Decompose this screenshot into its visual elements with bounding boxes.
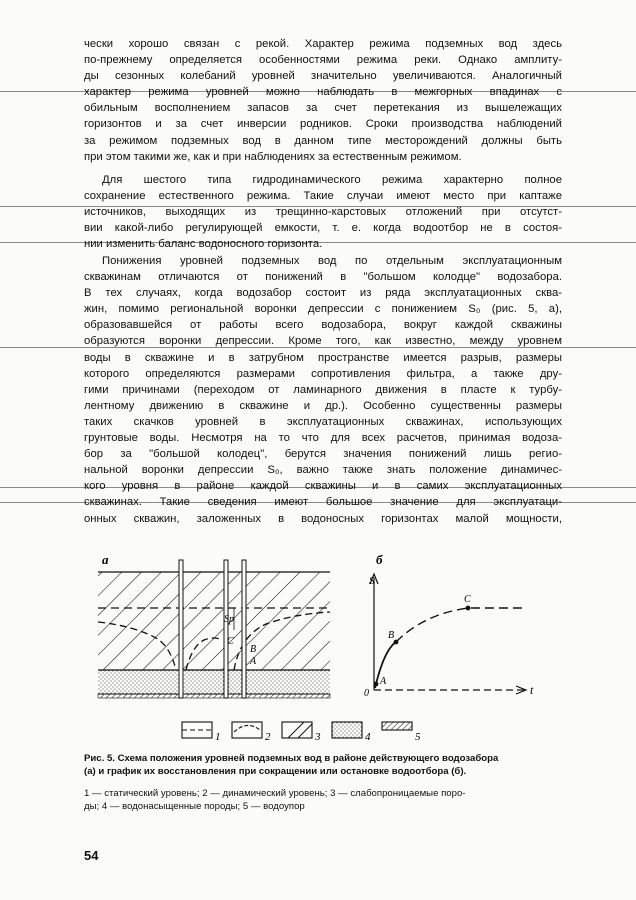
figure-5 xyxy=(84,550,562,745)
text-line: Для шестого типа гидродинамического режима характерно полное xyxy=(102,174,562,186)
aquifer-layer xyxy=(98,670,330,694)
text-line: по-прежнему определяется особенностями режима реки. Однако амплиту- xyxy=(84,54,562,67)
panel-b-label: б xyxy=(376,552,383,567)
text-line: сохранение естественного режима. Такие случаи имеют место при каптаже xyxy=(84,190,562,203)
svg-text:2: 2 xyxy=(265,731,271,743)
text-line: за режимом подземных вод в данном типе месторождений должны быть xyxy=(84,134,562,147)
text-line: Понижения уровней подземных вод по отдельным эксплуатационным xyxy=(102,255,562,267)
page-number: 54 xyxy=(84,848,99,863)
text-line: жин, помимо региональной воронки депрессии с понижением S₀ (рис. 5, а), xyxy=(84,303,562,316)
b-label: B xyxy=(250,644,257,655)
legend-item-weak-rock xyxy=(282,722,321,743)
point-c-label: C xyxy=(464,594,471,605)
point-c-marker xyxy=(466,606,471,611)
panel-a-label: а xyxy=(102,552,109,567)
figure-legend-text xyxy=(84,787,562,813)
caption-line: (а) и график их восстановления при сокращении или остановке водоотбора (б). xyxy=(84,766,467,777)
figure-legend xyxy=(182,722,421,743)
figure-caption xyxy=(84,752,562,778)
text-line: грунтовые воды. Несмотря на то что для всех расчетов, принимая водоза- xyxy=(84,432,562,445)
text-line: кого уровня в районе каждой скважины и в самих эксплуатационных xyxy=(84,480,562,493)
a-label: A xyxy=(250,656,257,667)
text-line: которого определяются размерами сопротивления фильтра, а также дру- xyxy=(84,367,562,380)
text-line: обильным восполнением запасов за счет перетекания из вышележащих xyxy=(84,102,562,115)
text-line: воды в скважине и в затрубном пространстве имеется разрыв, размеры xyxy=(84,351,562,364)
legend-line: ды; 4 — водонасыщенные породы; 5 — водоупор xyxy=(84,801,305,812)
text-line: скважинам отличаются от понижений в "большом колодце" водозабора. xyxy=(84,271,562,284)
point-a-label: A xyxy=(380,676,387,687)
origin-label: 0 xyxy=(364,688,369,699)
point-a-marker xyxy=(374,682,379,687)
text-line: образовавшейся от работы всего водозабора, вокруг каждой скважины xyxy=(84,319,562,332)
text-line: нальной воронки депрессии S₀, важно также знать положение динамичес- xyxy=(84,464,562,477)
text-line: горизонтов и за счет инверсии родников. Сроки производства наблюдений xyxy=(84,118,562,131)
text-line: лентному движению в скважине и др.). Особенно существенны размеры xyxy=(84,399,562,412)
text-line: бор за "большой колодец", берутся значения понижений лишь регио- xyxy=(84,448,562,461)
well xyxy=(224,560,228,698)
text-line: скважинах. Такие сведения имеют большое значение для эксплуатаци- xyxy=(84,496,562,509)
text-line: гими причинами (переходом от ламинарного движения в пласте к турбу- xyxy=(84,383,562,396)
s-axis-label: S xyxy=(369,575,375,587)
text-line: характер режима уровней можно наблюдать в межгорных впадинах с xyxy=(84,86,562,99)
well xyxy=(242,560,246,698)
c-label: C xyxy=(227,636,234,647)
text-line: нии изменить баланс водоносного горизонта. xyxy=(84,238,323,251)
text-line: чески хорошо связан с рекой. Характер режима подземных вод здесь xyxy=(84,38,562,50)
paragraph-1 xyxy=(84,36,562,165)
text-line: образуются воронки депрессии. Кроме того, как известно, между уровнем xyxy=(84,335,562,348)
svg-text:5: 5 xyxy=(415,731,421,743)
well xyxy=(179,560,183,698)
paragraph-2 xyxy=(84,172,562,252)
t-axis-label: t xyxy=(530,683,534,697)
svg-text:4: 4 xyxy=(365,731,371,743)
point-b-marker xyxy=(394,640,399,645)
text-line: при этом такими же, как и при наблюдениях за естественным режимом. xyxy=(84,150,462,163)
legend-item-aquiclude xyxy=(382,722,421,743)
text-line: ды сезонных колебаний уровней значительно увеличиваются. Аналогичный xyxy=(84,70,562,83)
panel-a-section xyxy=(98,552,330,698)
text-line: вии какой-либо регулирующей емкости, т. е. когда водоотбор не в состоя- xyxy=(84,222,562,235)
sp-label: Sp xyxy=(224,614,234,625)
text-line: таких скачков уровней в эксплуатационных скважинах, использующих xyxy=(84,415,562,428)
text-line: В тех случаях, когда водозабор состоит из ряда эксплуатационных сква- xyxy=(84,287,562,300)
svg-text:3: 3 xyxy=(315,731,321,743)
legend-item-dynamic-level xyxy=(232,722,271,743)
svg-text:1: 1 xyxy=(215,731,221,743)
weak-rock-layer xyxy=(98,572,330,670)
caption-line: Рис. 5. Схема положения уровней подземных вод в районе действующего водозабора xyxy=(84,753,499,764)
text-line: источников, выходящих из трещинно-карстовых отложений при отсутст- xyxy=(84,206,562,219)
legend-item-static-level xyxy=(182,722,221,743)
point-b-label: B xyxy=(388,630,395,641)
legend-line: 1 — статический уровень; 2 — динамический уровень; 3 — слабопроницаемые поро- xyxy=(84,788,466,799)
aquiclude-layer xyxy=(98,694,330,698)
panel-b-graph xyxy=(364,552,534,699)
text-line: онных скважин, заложенных в водоносных горизонтах малой мощности, xyxy=(84,512,562,525)
recovery-curve-dashed xyxy=(396,608,524,642)
paragraph-3 xyxy=(84,253,562,527)
legend-item-aquifer xyxy=(332,722,371,743)
